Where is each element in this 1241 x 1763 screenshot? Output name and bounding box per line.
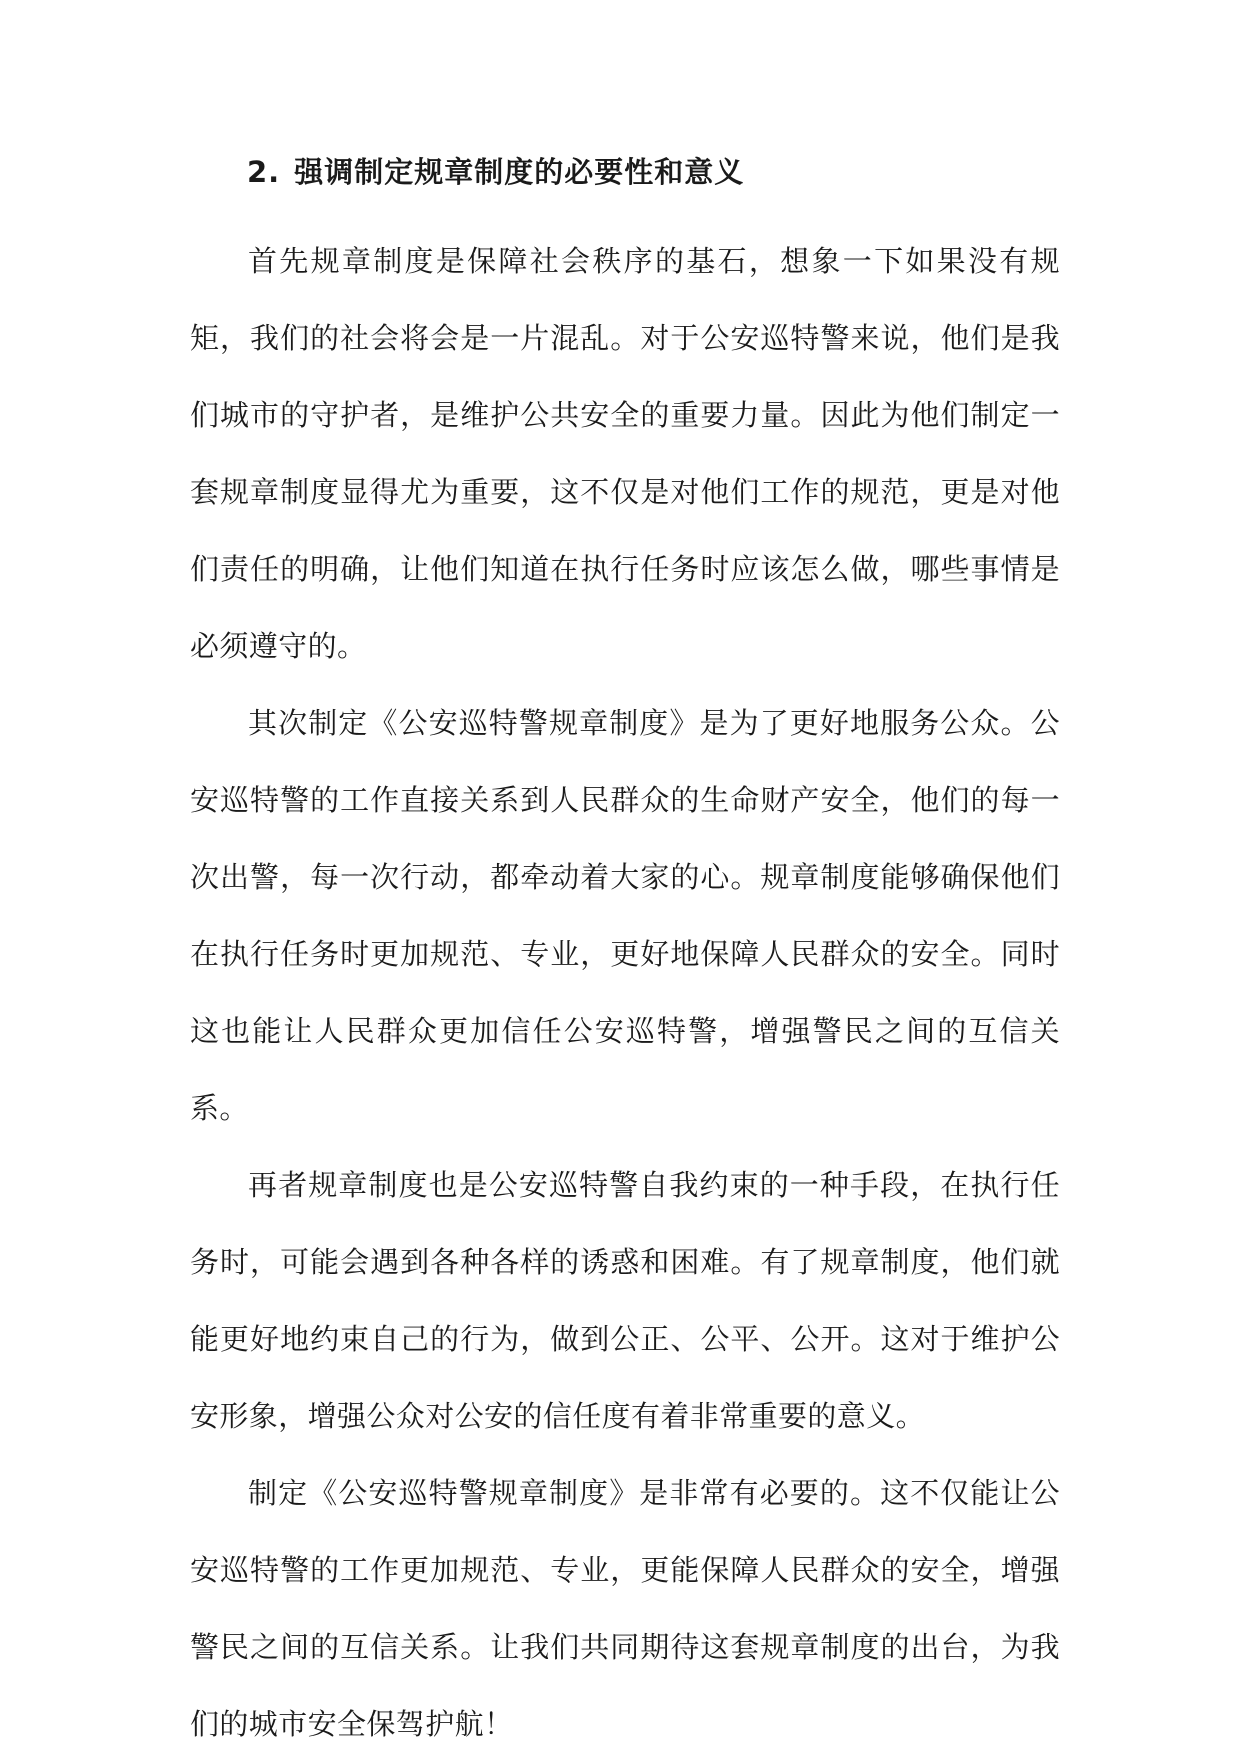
document-body <box>190 148 1060 1763</box>
section-number: 2. <box>247 155 281 189</box>
paragraph-1: 首先规章制度是保障社会秩序的基石，想象一下如果没有规矩，我们的社会将会是一片混乱。对于公安巡特警来说，他们是我们城市的守护者，是维护公共安全的重要力量。因此为他们制定一套规章制度显得尤为重要，这不仅是对他们工作的规范，更是对他们责任的明确，让他们知道在执行任务时应该怎么做，哪些事情是必须遵守的。 <box>190 244 1060 663</box>
section-title: 强调制定规章制度的必要性和意义 <box>294 155 745 189</box>
section-heading <box>190 148 1060 196</box>
paragraph-4: 制定《公安巡特警规章制度》是非常有必要的。这不仅能让公安巡特警的工作更加规范、专业，更能保障人民群众的安全，增强警民之间的互信关系。让我们共同期待这套规章制度的出台，为我们的城市安全保驾护航！ <box>190 1476 1060 1741</box>
paragraph-3: 再者规章制度也是公安巡特警自我约束的一种手段，在执行任务时，可能会遇到各种各样的诱惑和困难。有了规章制度，他们就能更好地约束自己的行为，做到公正、公平、公开。这对于维护公安形象，增强公众对公安的信任度有着非常重要的意义。 <box>190 1168 1060 1433</box>
paragraph-2: 其次制定《公安巡特警规章制度》是为了更好地服务公众。公安巡特警的工作直接关系到人民群众的生命财产安全，他们的每一次出警，每一次行动，都牵动着大家的心。规章制度能够确保他们在执行任务时更加规范、专业，更好地保障人民群众的安全。同时这也能让人民群众更加信任公安巡特警，增强警民之间的互信关系。 <box>190 706 1060 1125</box>
